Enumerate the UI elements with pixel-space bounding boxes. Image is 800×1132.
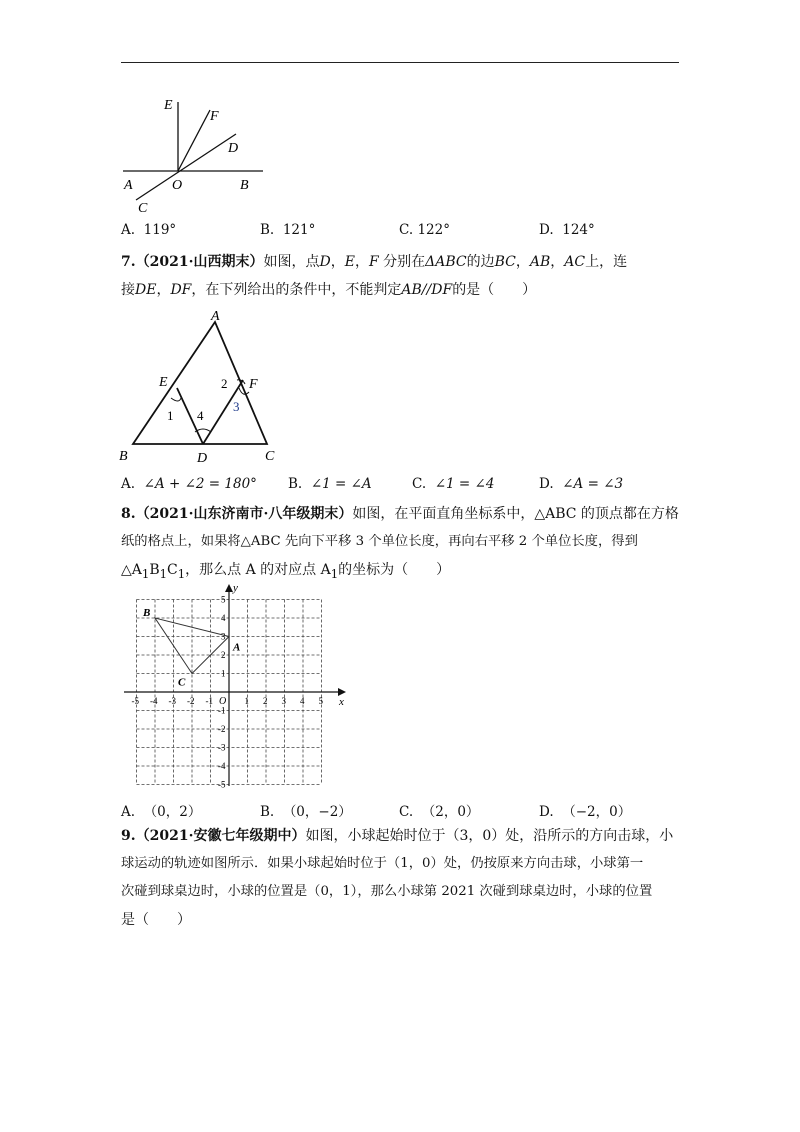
tri-label-d: D bbox=[197, 451, 208, 466]
y-tick-label: -5 bbox=[218, 779, 226, 790]
q6-option-a[interactable]: A. 119° bbox=[121, 222, 177, 238]
y-tick-label: -1 bbox=[218, 705, 226, 716]
x-tick-label: 4 bbox=[300, 696, 305, 706]
label-o: O bbox=[172, 178, 183, 193]
tri-label-b: B bbox=[119, 449, 128, 464]
label-a: A bbox=[124, 178, 133, 193]
point-a-label: A bbox=[233, 641, 241, 654]
y-tick-label: -3 bbox=[218, 742, 226, 753]
triangle-abc bbox=[133, 322, 267, 444]
y-axis-label: y bbox=[233, 582, 238, 594]
angle-label-3: 3 bbox=[233, 399, 240, 414]
angle-label-4: 4 bbox=[197, 408, 204, 423]
q7-line-1: 7.（2021·山西期末）如图，点D，E，F 分别在ΔABC的边BC，AB，AC上，连 bbox=[121, 254, 628, 270]
q7-line-2: 接DE，DF，在下列给出的条件中，不能判定AB//DF的是（ ） bbox=[121, 282, 537, 298]
x-tick-label: 5 bbox=[318, 696, 323, 706]
label-d: D bbox=[228, 141, 239, 156]
q7-option-b[interactable]: B. ∠1 = ∠A bbox=[288, 476, 372, 492]
y-tick-label: 1 bbox=[221, 668, 226, 679]
q9-line-2: 球运动的轨迹如图所示．如果小球起始时位于（1，0）处，仍按原来方向击球，小球第一 bbox=[121, 856, 644, 871]
question-7 bbox=[121, 248, 681, 304]
label-f: F bbox=[210, 109, 219, 124]
x-axis-label: x bbox=[339, 696, 344, 708]
x-tick-label: -4 bbox=[150, 696, 158, 706]
coordinate-grid bbox=[118, 582, 353, 792]
q6-options bbox=[121, 222, 681, 244]
label-b: B bbox=[240, 178, 249, 193]
q7-options bbox=[121, 476, 681, 498]
q8-option-c[interactable]: C. （2，0） bbox=[399, 804, 480, 820]
triangle-figure bbox=[115, 308, 290, 468]
label-c: C bbox=[138, 201, 148, 216]
y-tick-label: 5 bbox=[221, 594, 226, 605]
y-tick-label: 2 bbox=[221, 650, 226, 660]
question-9 bbox=[121, 822, 681, 934]
x-axis-arrow bbox=[338, 688, 346, 696]
angle-figure bbox=[118, 92, 268, 217]
x-tick-labels bbox=[132, 696, 324, 706]
point-c-label: C bbox=[178, 676, 186, 689]
angle-label-2: 2 bbox=[221, 376, 228, 391]
q9-line-4: 是（ ） bbox=[121, 912, 191, 928]
y-tick-label: 4 bbox=[221, 613, 226, 623]
q8-option-b[interactable]: B. （0，−2） bbox=[260, 804, 352, 820]
q8-option-d[interactable]: D. （−2，0） bbox=[539, 804, 632, 820]
q6-option-b[interactable]: B. 121° bbox=[260, 222, 316, 238]
y-axis-arrow bbox=[225, 584, 233, 592]
question-8 bbox=[121, 500, 681, 588]
x-tick-label: -1 bbox=[205, 696, 213, 706]
q9-line-3: 次碰到球桌边时，小球的位置是（0，1），那么小球第 2021 次碰到球桌边时，小球的位置 bbox=[121, 884, 653, 899]
q8-line-3: $\triangle A_1B_1C_1$，那么点 A 的对应点 $A_1$的坐标为（ ） bbox=[121, 562, 451, 581]
q8-option-a[interactable]: A. （0，2） bbox=[121, 804, 202, 820]
y-tick-label: 3 bbox=[221, 631, 226, 642]
q6-option-d[interactable]: D. 124° bbox=[539, 222, 595, 238]
q8-line-2: 纸的格点上，如果将△ABC 先向下平移 3 个单位长度，再向右平移 2 个单位长度，得到 bbox=[121, 534, 638, 549]
q8-options bbox=[121, 800, 681, 822]
origin-label: O bbox=[219, 696, 227, 707]
point-b-label: B bbox=[143, 607, 151, 619]
x-tick-label: 3 bbox=[281, 696, 286, 706]
label-e: E bbox=[164, 98, 173, 113]
tri-label-c: C bbox=[265, 449, 275, 464]
angle-label-1: 1 bbox=[167, 408, 174, 423]
q7-option-c[interactable]: C. ∠1 = ∠4 bbox=[412, 476, 495, 492]
x-tick-label: 1 bbox=[244, 696, 249, 706]
tri-label-f: F bbox=[249, 377, 258, 392]
header-rule bbox=[121, 62, 679, 63]
q7-option-a[interactable]: A. ∠A + ∠2 = 180° bbox=[121, 476, 257, 492]
x-tick-label: 2 bbox=[263, 696, 268, 706]
line-cd bbox=[136, 134, 239, 200]
y-tick-label: -2 bbox=[218, 724, 226, 734]
x-tick-label: -2 bbox=[187, 696, 195, 706]
q9-line-1: 9.（2021·安徽七年级期中）如图，小球起始时位于（3，0）处，沿所示的方向击球，小 bbox=[121, 828, 674, 844]
q6-option-c[interactable]: C. 122° bbox=[399, 222, 450, 238]
y-tick-label: -4 bbox=[218, 761, 226, 771]
tri-label-e: E bbox=[159, 375, 168, 390]
angle-arc-1 bbox=[171, 398, 181, 401]
tri-label-a: A bbox=[211, 309, 220, 324]
x-tick-label: -3 bbox=[168, 696, 176, 706]
q7-option-d[interactable]: D. ∠A = ∠3 bbox=[539, 476, 624, 492]
x-tick-label: -5 bbox=[131, 696, 139, 706]
q8-line-1: 8.（2021·山东济南市·八年级期末）如图，在平面直角坐标系中，△ABC 的顶点都在方格 bbox=[121, 506, 679, 522]
